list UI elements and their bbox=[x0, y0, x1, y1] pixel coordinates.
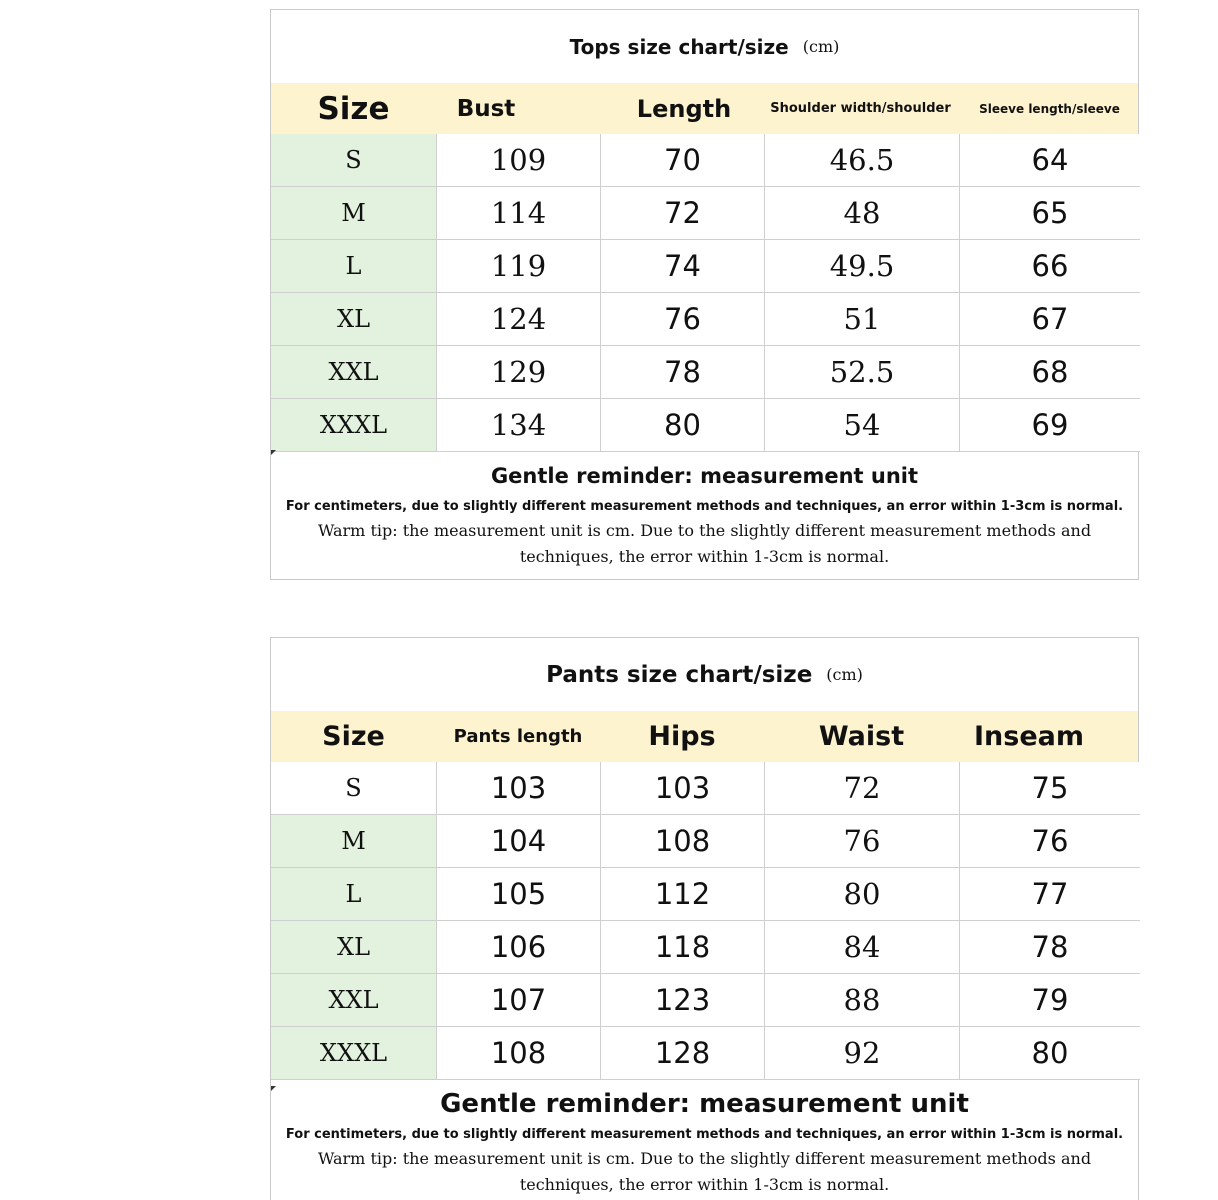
tops-header-length: Length bbox=[636, 94, 732, 123]
tops-header-shoulder: Shoulder width/shoulder bbox=[770, 101, 951, 116]
shoulder-cell: 49.5 bbox=[764, 240, 959, 293]
pants-unit: (cm) bbox=[826, 665, 863, 684]
tops-title-row bbox=[271, 10, 1138, 83]
inseam-cell: 77 bbox=[959, 868, 1140, 921]
hips-cell: 108 bbox=[600, 815, 764, 868]
pants-length-cell: 107 bbox=[436, 974, 600, 1027]
length-cell: 70 bbox=[600, 134, 764, 187]
pants-length-cell: 105 bbox=[436, 868, 600, 921]
pants-size-chart bbox=[270, 637, 1139, 1200]
table-row bbox=[271, 921, 1140, 974]
tops-header-sleeve: Sleeve length/sleeve bbox=[979, 101, 1120, 116]
size-cell: M bbox=[271, 187, 436, 240]
tops-reminder-text: For centimeters, due to slightly different measurement methods and techniques, an error within 1-3cm is normal. bbox=[285, 499, 1124, 514]
hips-cell: 103 bbox=[600, 762, 764, 815]
table-row bbox=[271, 868, 1140, 921]
bust-cell: 119 bbox=[436, 240, 600, 293]
table-row bbox=[271, 240, 1140, 293]
hips-cell: 118 bbox=[600, 921, 764, 974]
size-cell: XXXL bbox=[271, 1027, 436, 1080]
waist-cell: 84 bbox=[764, 921, 959, 974]
bust-cell: 124 bbox=[436, 293, 600, 346]
pants-header-size: Size bbox=[322, 721, 385, 752]
pants-header-pants-length: Pants length bbox=[453, 726, 583, 747]
pants-reminder-text: For centimeters, due to slightly different measurement methods and techniques, an error within 1-3cm is normal. bbox=[285, 1127, 1124, 1142]
length-cell: 78 bbox=[600, 346, 764, 399]
tops-reminder-title: Gentle reminder: measurement unit bbox=[490, 464, 919, 488]
pants-header-inseam: Inseam bbox=[973, 721, 1084, 752]
size-cell: XXXL bbox=[271, 399, 436, 452]
hips-cell: 112 bbox=[600, 868, 764, 921]
tops-title: Tops size chart/size bbox=[569, 34, 789, 59]
sleeve-cell: 67 bbox=[959, 293, 1140, 346]
size-cell: XXL bbox=[271, 346, 436, 399]
tops-size-chart bbox=[270, 9, 1139, 580]
size-cell: XL bbox=[271, 293, 436, 346]
table-row bbox=[271, 815, 1140, 868]
size-cell: S bbox=[271, 134, 436, 187]
waist-cell: 92 bbox=[764, 1027, 959, 1080]
waist-cell: 80 bbox=[764, 868, 959, 921]
sleeve-cell: 64 bbox=[959, 134, 1140, 187]
table-row bbox=[271, 399, 1140, 452]
table-row bbox=[271, 1027, 1140, 1080]
sleeve-cell: 66 bbox=[959, 240, 1140, 293]
length-cell: 76 bbox=[600, 293, 764, 346]
size-cell: XL bbox=[271, 921, 436, 974]
pants-warm-tip: Warm tip: the measurement unit is cm. Due to the slightly different measurement methods and techniques, the error within 1-3cm is normal. bbox=[317, 1149, 1092, 1194]
waist-cell: 76 bbox=[764, 815, 959, 868]
bust-cell: 129 bbox=[436, 346, 600, 399]
bust-cell: 109 bbox=[436, 134, 600, 187]
pants-length-cell: 108 bbox=[436, 1027, 600, 1080]
shoulder-cell: 51 bbox=[764, 293, 959, 346]
table-row bbox=[271, 974, 1140, 1027]
shoulder-cell: 54 bbox=[764, 399, 959, 452]
inseam-cell: 78 bbox=[959, 921, 1140, 974]
tops-header-size: Size bbox=[317, 90, 390, 127]
pants-length-cell: 106 bbox=[436, 921, 600, 974]
pants-length-cell: 104 bbox=[436, 815, 600, 868]
shoulder-cell: 48 bbox=[764, 187, 959, 240]
pants-title-row bbox=[271, 638, 1138, 711]
shoulder-cell: 52.5 bbox=[764, 346, 959, 399]
sleeve-cell: 68 bbox=[959, 346, 1140, 399]
corner-mark bbox=[271, 450, 276, 455]
sleeve-cell: 69 bbox=[959, 399, 1140, 452]
pants-length-cell: 103 bbox=[436, 762, 600, 815]
length-cell: 74 bbox=[600, 240, 764, 293]
table-row bbox=[271, 346, 1140, 399]
bust-cell: 134 bbox=[436, 399, 600, 452]
tops-warm-tip: Warm tip: the measurement unit is cm. Due to the slightly different measurement methods and techniques, the error within 1-3cm is normal. bbox=[317, 521, 1092, 566]
inseam-cell: 76 bbox=[959, 815, 1140, 868]
waist-cell: 72 bbox=[764, 762, 959, 815]
length-cell: 72 bbox=[600, 187, 764, 240]
table-row bbox=[271, 187, 1140, 240]
size-cell: L bbox=[271, 868, 436, 921]
table-row bbox=[271, 293, 1140, 346]
hips-cell: 123 bbox=[600, 974, 764, 1027]
table-row bbox=[271, 762, 1140, 815]
size-cell: XXL bbox=[271, 974, 436, 1027]
hips-cell: 128 bbox=[600, 1027, 764, 1080]
tops-header-row bbox=[271, 83, 1138, 134]
size-cell: M bbox=[271, 815, 436, 868]
pants-reminder-title: Gentle reminder: measurement unit bbox=[440, 1089, 969, 1119]
inseam-cell: 79 bbox=[959, 974, 1140, 1027]
size-cell: L bbox=[271, 240, 436, 293]
pants-header-hips: Hips bbox=[648, 721, 716, 752]
bust-cell: 114 bbox=[436, 187, 600, 240]
tops-header-bust: Bust bbox=[456, 95, 516, 122]
tops-unit: (cm) bbox=[802, 37, 840, 56]
pants-title: Pants size chart/size bbox=[546, 661, 813, 688]
waist-cell: 88 bbox=[764, 974, 959, 1027]
size-cell: S bbox=[271, 762, 436, 815]
pants-header-waist: Waist bbox=[818, 721, 905, 752]
table-row bbox=[271, 134, 1140, 187]
sleeve-cell: 65 bbox=[959, 187, 1140, 240]
length-cell: 80 bbox=[600, 399, 764, 452]
shoulder-cell: 46.5 bbox=[764, 134, 959, 187]
inseam-cell: 80 bbox=[959, 1027, 1140, 1080]
inseam-cell: 75 bbox=[959, 762, 1140, 815]
pants-header-row bbox=[271, 711, 1138, 762]
